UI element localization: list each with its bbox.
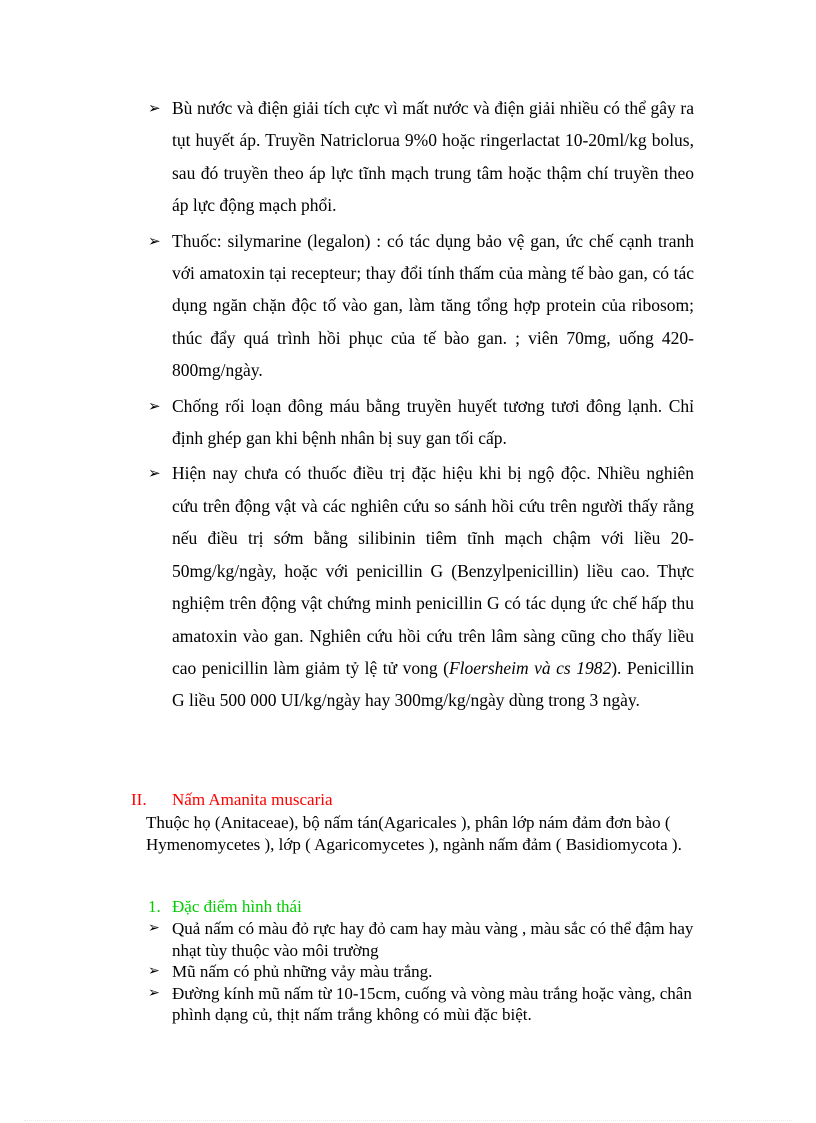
list-item-text: Đường kính mũ nấm từ 10-15cm, cuống và vòng màu trắng hoặc vàng, chân phình dạng củ, thịt nấm trắng không có mùi đặc biệt.: [172, 983, 692, 1024]
page-edge-divider: [24, 1120, 792, 1121]
section-number: II.: [131, 790, 147, 809]
morphology-list: [146, 918, 694, 1026]
arrow-bullet-icon: ➢: [148, 984, 160, 1001]
citation: Floersheim và cs 1982: [448, 657, 612, 678]
subsection-title: Đặc điểm hình thái: [172, 897, 302, 916]
section-heading: [131, 790, 333, 810]
subsection-number: 1.: [148, 897, 161, 916]
arrow-bullet-icon: ➢: [148, 464, 161, 483]
list-item-text-before: Hiện nay chưa có thuốc điều trị đặc hiệu khi bị ngộ độc. Nhiều nghiên cứu trên động vật và các nghiên cứu so sánh hồi cứu trên người thấy rằng nếu điều trị sớm bằng silibinin tiêm tĩnh mạch chậm với liều 20-50mg/kg/ngày, hoặc với penicillin G (Benzylpenicillin) liều cao. Thực nghiệm trên động vật chứng minh penicillin G có tác dụng ức chế hấp thu amatoxin vào gan. Nghiên cứu hồi cứu trên lâm sàng cũng cho thấy liều cao penicillin làm giảm tỷ lệ tử vong (: [172, 463, 694, 678]
list-item-text: Bù nước và điện giải tích cực vì mất nước và điện giải nhiều có thể gây ra tụt huyết áp. Truyền Natriclorua 9%0 hoặc ringerlactat 10-20ml/kg bolus, sau đó truyền theo áp lực tĩnh mạch trung tâm hoặc thậm chí truyền theo áp lực động mạch phổi.: [172, 98, 694, 216]
list-item-text: Chống rối loạn đông máu bằng truyền huyết tương tươi đông lạnh. Chỉ định ghép gan khi bệnh nhân bị suy gan tối cấp.: [172, 395, 694, 449]
list-item: [146, 225, 694, 387]
list-item: [146, 457, 694, 716]
section-title: Nấm Amanita muscaria: [172, 790, 333, 809]
list-item: [146, 983, 694, 1026]
arrow-bullet-icon: ➢: [148, 231, 161, 250]
arrow-bullet-icon: ➢: [148, 963, 160, 979]
arrow-bullet-icon: ➢: [148, 99, 161, 117]
treatment-list: [146, 92, 694, 720]
arrow-bullet-icon: ➢: [148, 920, 160, 936]
list-item: [146, 92, 694, 222]
list-item-text: Quả nấm có màu đỏ rực hay đỏ cam hay màu vàng , màu sắc có thể đậm hay nhạt tùy thuộc vào môi trường: [172, 919, 694, 960]
list-item-text: [172, 463, 694, 710]
list-item-text-after: ). Penicillin G liều 500 000 UI/kg/ngày hay 300mg/kg/ngày dùng trong 3 ngày.: [172, 657, 695, 711]
list-item: [146, 918, 694, 961]
list-item-text: Thuốc: silymarine (legalon) : có tác dụng bảo vệ gan, ức chế cạnh tranh với amatoxin tại recepteur; thay đổi tính thấm của màng tế bào gan, có tác dụng ngăn chặn độc tố vào gan, làm tăng tổng hợp protein của ribosom; thúc đẩy quá trình hồi phục của tế bào gan. ; viên 70mg, uống 420-800mg/ngày.: [172, 230, 694, 381]
section-intro: Thuộc họ (Anitaceae), bộ nấm tán(Agaricales ), phân lớp nám đảm đơn bào ( Hymenomycetes ), lớp ( Agaricomycetes ), ngành nấm đảm ( Basidiomycota ).: [146, 813, 682, 854]
subsection-heading: [148, 897, 302, 917]
list-item: [146, 390, 694, 455]
list-item-text: Mũ nấm có phủ những vảy màu trắng.: [172, 962, 433, 981]
arrow-bullet-icon: ➢: [148, 396, 161, 415]
list-item: [146, 961, 694, 983]
